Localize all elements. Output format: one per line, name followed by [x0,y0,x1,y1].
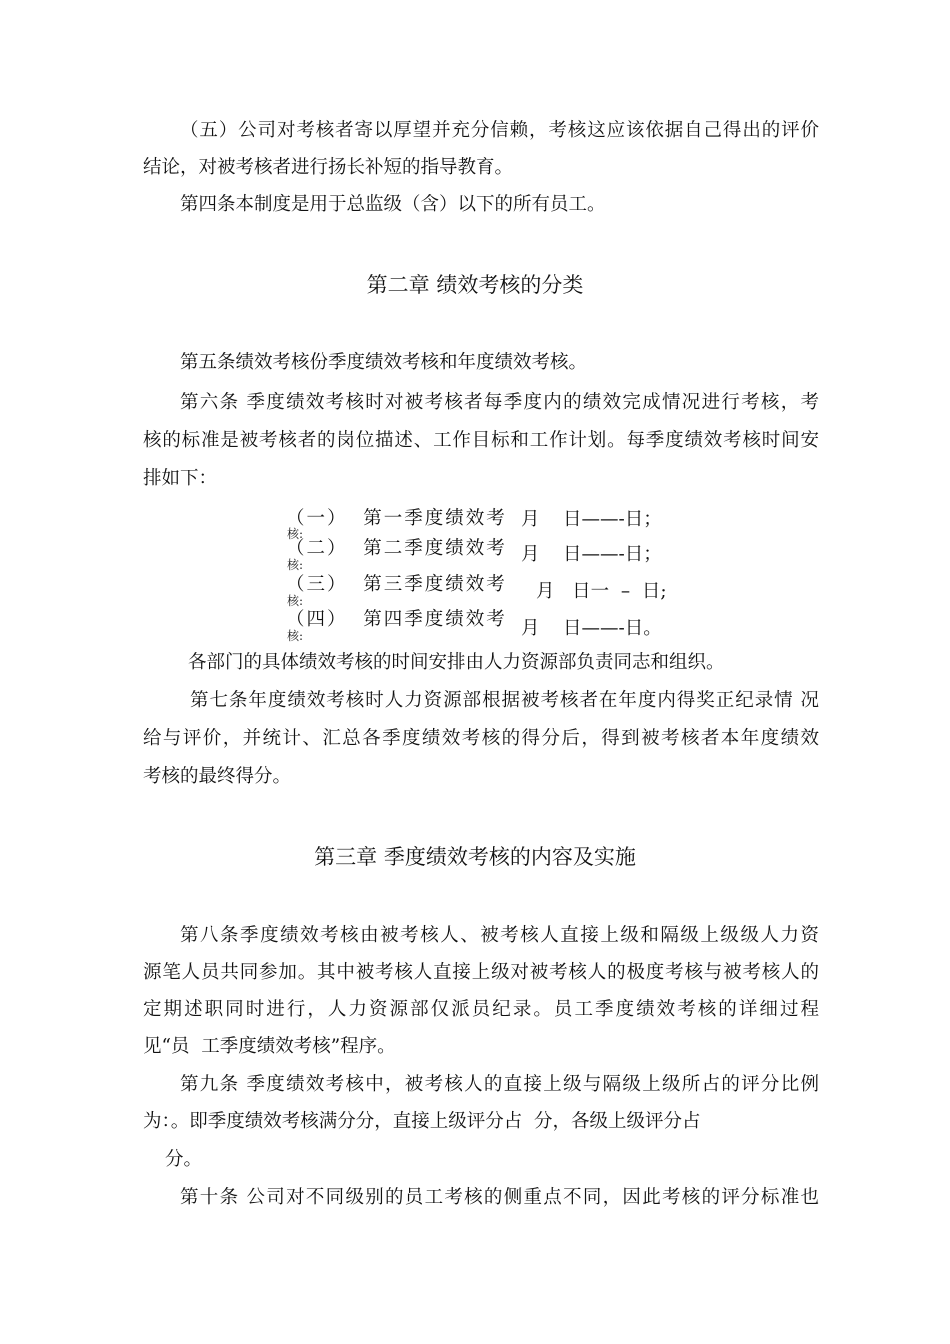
quarter-1-date: 月 日——-日； [521,509,662,530]
quarter-2-date: 月 日——-日； [521,544,662,565]
article-4: 第四条本制度是用于总监级（含）以下的所有员工。 [180,194,606,215]
quarter-3-date: 月 日一 – 日; [536,581,667,602]
department-note: 各部门的具体绩效考核的时间安排由人力资源部负责同志和组织。 [188,652,725,673]
article-6-line1: 第六条 季度绩效考核时对被考核者每季度内的绩效完成情况进行考核，考 [180,392,819,413]
article-8-line4: 见“员 工季度绩效考核”程序。 [143,1036,396,1057]
article-8-line2: 源笔人员共同参加。其中被考核人直接上级对被考核人的极度考核与被考核人的 [143,962,819,983]
article-9-line1: 第九条 季度绩效考核中，被考核人的直接上级与隔级上级所占的评分比例 [180,1074,819,1095]
article-8-line3: 定期述职同时进行，人力资源部仅派员纪录。员工季度绩效考核的详细过程 [143,999,819,1020]
quarter-3-label: （三） 第三季度绩效考 [286,574,507,595]
quarter-1-fragment: 核: [287,527,304,541]
quarter-4-label: （四） 第四季度绩效考 [286,609,507,630]
quarter-4-fragment: 核: [287,629,304,643]
article-8-line1: 第八条季度绩效考核由被考核人、被考核人直接上级和隔级上级级人力资 [180,925,819,946]
article-5: 第五条绩效考核份季度绩效考核和年度绩效考核。 [180,352,588,373]
article-7-line3: 考核的最终得分。 [143,766,292,787]
article-10-line1: 第十条 公司对不同级别的员工考核的侧重点不同，因此考核的评分标准也 [180,1187,819,1208]
article-9-line2: 为：。即季度绩效考核满分分，直接上级评分占 分，各级上级评分占 [143,1111,701,1132]
chapter-2-title: 第二章 绩效考核的分类 [366,273,584,297]
quarter-1-label: （一） 第一季度绩效考 [286,508,507,529]
para-5-line2: 结论，对被考核者进行扬长补短的指导教育。 [143,157,514,178]
quarter-3-fragment: 核: [287,594,304,608]
quarter-2-fragment: 核: [287,558,304,572]
quarter-4-date: 月 日——-日。 [521,618,662,639]
chapter-3-title: 第三章 季度绩效考核的内容及实施 [314,845,636,869]
article-7-line1: 第七条年度绩效考核时人力资源部根据被考核者在年度内得奖正纪录情 况 [190,690,819,711]
quarter-2-label: （二） 第二季度绩效考 [286,538,507,559]
article-9-line3: 分。 [165,1149,203,1170]
para-5-line1: （五）公司对考核者寄以厚望并充分信赖，考核这应该依据自己得出的评价 [180,120,819,141]
article-6-line2: 核的标准是被考核者的岗位描述、工作目标和工作计划。每季度绩效考核时间安 [143,430,819,451]
article-7-line2: 给与评价，并统计、汇总各季度绩效考核的得分后，得到被考核者本年度绩效 [143,728,819,749]
article-6-line3: 排如下： [143,468,218,489]
